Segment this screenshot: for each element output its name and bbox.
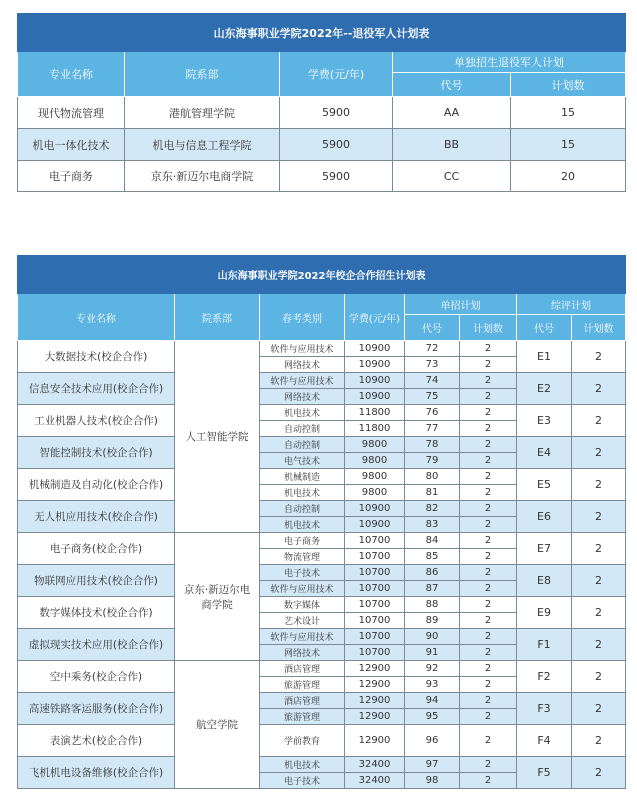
major-cell: 智能控制技术(校企合作) bbox=[18, 437, 175, 469]
code-cell: 87 bbox=[405, 581, 460, 597]
fee-cell: 10900 bbox=[345, 357, 405, 373]
plan-cell: 2 bbox=[460, 693, 517, 709]
fee-cell: 5900 bbox=[280, 161, 393, 192]
exam-type-cell: 机械制造 bbox=[260, 469, 345, 485]
comp-code-cell: E2 bbox=[517, 373, 572, 405]
exam-type-cell: 电气技术 bbox=[260, 453, 345, 469]
comp-plan-cell: 2 bbox=[572, 693, 626, 725]
plan-cell: 2 bbox=[460, 341, 517, 357]
code-cell: 85 bbox=[405, 549, 460, 565]
major-cell: 电子商务(校企合作) bbox=[18, 533, 175, 565]
code-cell: 73 bbox=[405, 357, 460, 373]
code-cell: CC bbox=[393, 161, 511, 192]
exam-type-cell: 酒店管理 bbox=[260, 661, 345, 677]
code-cell: 86 bbox=[405, 565, 460, 581]
comp-plan-cell: 2 bbox=[572, 341, 626, 373]
header-major: 专业名称 bbox=[18, 294, 175, 341]
code-cell: 94 bbox=[405, 693, 460, 709]
plan-cell: 2 bbox=[460, 517, 517, 533]
fee-cell: 10900 bbox=[345, 517, 405, 533]
code-cell: 95 bbox=[405, 709, 460, 725]
plan-cell: 2 bbox=[460, 405, 517, 421]
exam-type-cell: 机电技术 bbox=[260, 485, 345, 501]
table-row bbox=[18, 437, 626, 453]
comp-plan-cell: 2 bbox=[572, 501, 626, 533]
code-cell: 91 bbox=[405, 645, 460, 661]
fee-cell: 32400 bbox=[345, 757, 405, 773]
exam-type-cell: 数字媒体 bbox=[260, 597, 345, 613]
exam-type-cell: 机电技术 bbox=[260, 405, 345, 421]
comp-plan-cell: 2 bbox=[572, 661, 626, 693]
exam-type-cell: 软件与应用技术 bbox=[260, 629, 345, 645]
comp-code-cell: E7 bbox=[517, 533, 572, 565]
plan-cell: 15 bbox=[511, 129, 626, 161]
table-row bbox=[18, 341, 626, 357]
comp-code-cell: E6 bbox=[517, 501, 572, 533]
major-cell: 信息安全技术应用(校企合作) bbox=[18, 373, 175, 405]
comp-plan-cell: 2 bbox=[572, 533, 626, 565]
exam-type-cell: 旅游管理 bbox=[260, 709, 345, 725]
table-title: 山东海事职业学院2022年--退役军人计划表 bbox=[18, 14, 626, 52]
code-cell: 83 bbox=[405, 517, 460, 533]
plan-cell: 2 bbox=[460, 709, 517, 725]
plan-cell: 2 bbox=[460, 421, 517, 437]
fee-cell: 10700 bbox=[345, 613, 405, 629]
exam-type-cell: 机电技术 bbox=[260, 517, 345, 533]
comp-plan-cell: 2 bbox=[572, 629, 626, 661]
veteran-plan-table bbox=[17, 13, 626, 192]
comp-plan-cell: 2 bbox=[572, 469, 626, 501]
comp-code-cell: E8 bbox=[517, 565, 572, 597]
comp-code-cell: F2 bbox=[517, 661, 572, 693]
fee-cell: 10900 bbox=[345, 389, 405, 405]
dept-cell: 人工智能学院 bbox=[175, 341, 260, 533]
plan-cell: 2 bbox=[460, 501, 517, 517]
major-cell: 高速铁路客运服务(校企合作) bbox=[18, 693, 175, 725]
code-cell: 92 bbox=[405, 661, 460, 677]
comp-code-cell: E4 bbox=[517, 437, 572, 469]
fee-cell: 10700 bbox=[345, 565, 405, 581]
exam-type-cell: 网络技术 bbox=[260, 357, 345, 373]
exam-type-cell: 网络技术 bbox=[260, 645, 345, 661]
comp-code-cell: E3 bbox=[517, 405, 572, 437]
code-cell: 72 bbox=[405, 341, 460, 357]
fee-cell: 10900 bbox=[345, 373, 405, 389]
fee-cell: 5900 bbox=[280, 129, 393, 161]
code-cell: 97 bbox=[405, 757, 460, 773]
plan-cell: 2 bbox=[460, 469, 517, 485]
major-cell: 大数据技术(校企合作) bbox=[18, 341, 175, 373]
table-row bbox=[18, 693, 626, 709]
comp-plan-cell: 2 bbox=[572, 597, 626, 629]
header-dept: 院系部 bbox=[125, 52, 280, 97]
exam-type-cell: 电子商务 bbox=[260, 533, 345, 549]
dept-cell: 京东·新迈尔电商学院 bbox=[175, 533, 260, 661]
exam-type-cell: 软件与应用技术 bbox=[260, 373, 345, 389]
plan-cell: 2 bbox=[460, 533, 517, 549]
plan-cell: 2 bbox=[460, 581, 517, 597]
fee-cell: 9800 bbox=[345, 469, 405, 485]
plan-cell: 2 bbox=[460, 549, 517, 565]
table-row bbox=[18, 597, 626, 613]
exam-type-cell: 物流管理 bbox=[260, 549, 345, 565]
major-cell: 工业机器人技术(校企合作) bbox=[18, 405, 175, 437]
plan-cell: 2 bbox=[460, 757, 517, 773]
fee-cell: 5900 bbox=[280, 97, 393, 129]
exam-type-cell: 机电技术 bbox=[260, 757, 345, 773]
plan-cell: 2 bbox=[460, 389, 517, 405]
plan-cell: 2 bbox=[460, 485, 517, 501]
code-cell: 79 bbox=[405, 453, 460, 469]
dept-cell: 港航管理学院 bbox=[125, 97, 280, 129]
fee-cell: 10700 bbox=[345, 629, 405, 645]
plan-cell: 2 bbox=[460, 773, 517, 789]
plan-cell: 2 bbox=[460, 373, 517, 389]
code-cell: 90 bbox=[405, 629, 460, 645]
fee-cell: 10700 bbox=[345, 533, 405, 549]
dept-cell: 航空学院 bbox=[175, 661, 260, 789]
fee-cell: 12900 bbox=[345, 677, 405, 693]
table-row bbox=[18, 469, 626, 485]
header-veteran-plan: 单独招生退役军人计划 bbox=[393, 52, 626, 73]
code-cell: 96 bbox=[405, 725, 460, 757]
plan-cell: 2 bbox=[460, 613, 517, 629]
comp-code-cell: F3 bbox=[517, 693, 572, 725]
fee-cell: 11800 bbox=[345, 405, 405, 421]
plan-cell: 2 bbox=[460, 565, 517, 581]
code-cell: 77 bbox=[405, 421, 460, 437]
header-fee: 学费(元/年) bbox=[345, 294, 405, 341]
code-cell: 93 bbox=[405, 677, 460, 693]
header-comp-plan: 计划数 bbox=[572, 315, 626, 341]
fee-cell: 10700 bbox=[345, 597, 405, 613]
exam-type-cell: 电子技术 bbox=[260, 565, 345, 581]
major-cell: 空中乘务(校企合作) bbox=[18, 661, 175, 693]
table-row bbox=[18, 757, 626, 773]
table-row bbox=[18, 565, 626, 581]
dept-cell: 机电与信息工程学院 bbox=[125, 129, 280, 161]
comp-plan-cell: 2 bbox=[572, 373, 626, 405]
fee-cell: 12900 bbox=[345, 661, 405, 677]
comp-plan-cell: 2 bbox=[572, 565, 626, 597]
exam-type-cell: 软件与应用技术 bbox=[260, 581, 345, 597]
table-row bbox=[18, 725, 626, 757]
comp-code-cell: F1 bbox=[517, 629, 572, 661]
code-cell: 76 bbox=[405, 405, 460, 421]
header-plan: 计划数 bbox=[511, 73, 626, 97]
exam-type-cell: 软件与应用技术 bbox=[260, 341, 345, 357]
code-cell: BB bbox=[393, 129, 511, 161]
major-cell: 电子商务 bbox=[18, 161, 125, 192]
fee-cell: 10900 bbox=[345, 501, 405, 517]
comp-plan-cell: 2 bbox=[572, 405, 626, 437]
header-fee: 学费(元/年) bbox=[280, 52, 393, 97]
header-plan: 计划数 bbox=[460, 315, 517, 341]
header-exam-type: 春考类别 bbox=[260, 294, 345, 341]
major-cell: 数字媒体技术(校企合作) bbox=[18, 597, 175, 629]
plan-cell: 20 bbox=[511, 161, 626, 192]
comp-plan-cell: 2 bbox=[572, 437, 626, 469]
table-row bbox=[18, 533, 626, 549]
exam-type-cell: 电子技术 bbox=[260, 773, 345, 789]
comp-code-cell: F4 bbox=[517, 725, 572, 757]
comp-code-cell: F5 bbox=[517, 757, 572, 789]
code-cell: 80 bbox=[405, 469, 460, 485]
exam-type-cell: 酒店管理 bbox=[260, 693, 345, 709]
comp-code-cell: E9 bbox=[517, 597, 572, 629]
exam-type-cell: 学前教育 bbox=[260, 725, 345, 757]
exam-type-cell: 自动控制 bbox=[260, 421, 345, 437]
plan-cell: 2 bbox=[460, 661, 517, 677]
code-cell: 98 bbox=[405, 773, 460, 789]
table-row bbox=[18, 161, 626, 192]
plan-cell: 2 bbox=[460, 677, 517, 693]
table-row bbox=[18, 97, 626, 129]
exam-type-cell: 自动控制 bbox=[260, 437, 345, 453]
major-cell: 无人机应用技术(校企合作) bbox=[18, 501, 175, 533]
major-cell: 机电一体化技术 bbox=[18, 129, 125, 161]
enterprise-plan-table bbox=[17, 255, 626, 789]
comp-code-cell: E5 bbox=[517, 469, 572, 501]
table-row bbox=[18, 629, 626, 645]
table-row bbox=[18, 501, 626, 517]
code-cell: 74 bbox=[405, 373, 460, 389]
code-cell: 82 bbox=[405, 501, 460, 517]
major-cell: 机械制造及自动化(校企合作) bbox=[18, 469, 175, 501]
fee-cell: 9800 bbox=[345, 453, 405, 469]
header-code: 代号 bbox=[405, 315, 460, 341]
fee-cell: 10700 bbox=[345, 581, 405, 597]
header-code: 代号 bbox=[393, 73, 511, 97]
header-major: 专业名称 bbox=[18, 52, 125, 97]
fee-cell: 10700 bbox=[345, 645, 405, 661]
fee-cell: 12900 bbox=[345, 693, 405, 709]
plan-cell: 15 bbox=[511, 97, 626, 129]
plan-cell: 2 bbox=[460, 453, 517, 469]
plan-cell: 2 bbox=[460, 725, 517, 757]
code-cell: 84 bbox=[405, 533, 460, 549]
fee-cell: 12900 bbox=[345, 709, 405, 725]
major-cell: 表演艺术(校企合作) bbox=[18, 725, 175, 757]
plan-cell: 2 bbox=[460, 437, 517, 453]
fee-cell: 9800 bbox=[345, 437, 405, 453]
major-cell: 物联网应用技术(校企合作) bbox=[18, 565, 175, 597]
table-row bbox=[18, 405, 626, 421]
comp-plan-cell: 2 bbox=[572, 725, 626, 757]
comp-plan-cell: 2 bbox=[572, 757, 626, 789]
header-dept: 院系部 bbox=[175, 294, 260, 341]
header-comprehensive-plan: 综评计划 bbox=[517, 294, 626, 315]
exam-type-cell: 自动控制 bbox=[260, 501, 345, 517]
major-cell: 飞机机电设备维修(校企合作) bbox=[18, 757, 175, 789]
major-cell: 虚拟现实技术应用(校企合作) bbox=[18, 629, 175, 661]
table-row bbox=[18, 661, 626, 677]
header-comp-code: 代号 bbox=[517, 315, 572, 341]
code-cell: 89 bbox=[405, 613, 460, 629]
plan-cell: 2 bbox=[460, 645, 517, 661]
table-row bbox=[18, 129, 626, 161]
code-cell: 78 bbox=[405, 437, 460, 453]
code-cell: AA bbox=[393, 97, 511, 129]
code-cell: 81 bbox=[405, 485, 460, 501]
fee-cell: 9800 bbox=[345, 485, 405, 501]
comp-code-cell: E1 bbox=[517, 341, 572, 373]
header-single-plan: 单招计划 bbox=[405, 294, 517, 315]
fee-cell: 10900 bbox=[345, 341, 405, 357]
dept-cell: 京东·新迈尔电商学院 bbox=[125, 161, 280, 192]
plan-cell: 2 bbox=[460, 597, 517, 613]
code-cell: 88 bbox=[405, 597, 460, 613]
plan-cell: 2 bbox=[460, 357, 517, 373]
plan-cell: 2 bbox=[460, 629, 517, 645]
fee-cell: 12900 bbox=[345, 725, 405, 757]
major-cell: 现代物流管理 bbox=[18, 97, 125, 129]
exam-type-cell: 旅游管理 bbox=[260, 677, 345, 693]
code-cell: 75 bbox=[405, 389, 460, 405]
table-row bbox=[18, 373, 626, 389]
fee-cell: 11800 bbox=[345, 421, 405, 437]
table-title: 山东海事职业学院2022年校企合作招生计划表 bbox=[18, 256, 626, 294]
fee-cell: 32400 bbox=[345, 773, 405, 789]
exam-type-cell: 网络技术 bbox=[260, 389, 345, 405]
exam-type-cell: 艺术设计 bbox=[260, 613, 345, 629]
fee-cell: 10700 bbox=[345, 549, 405, 565]
